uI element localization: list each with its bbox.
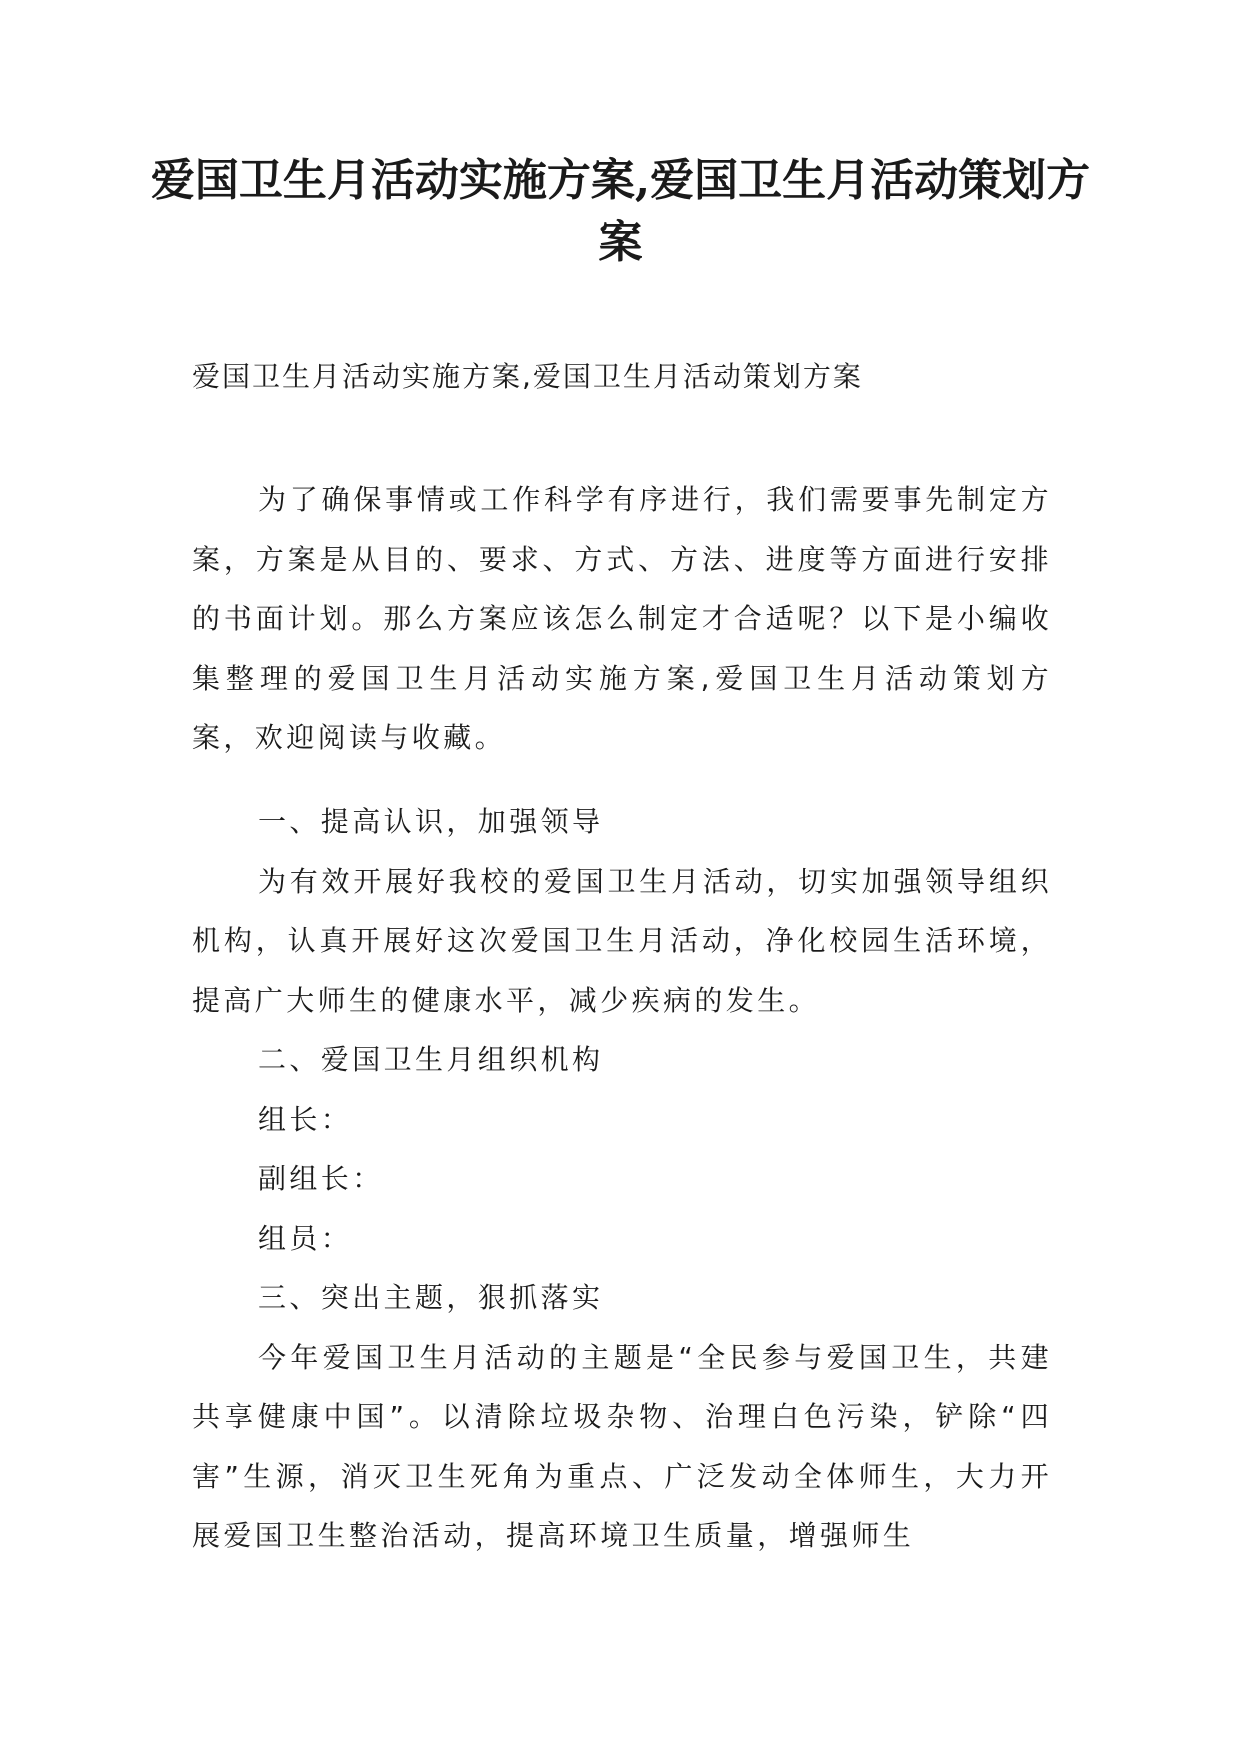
section-heading-2: 二、爱国卫生月组织机构 [258, 1043, 604, 1076]
group-members-line: 组员： [258, 1221, 353, 1255]
section-heading-3: 三、突出主题，狠抓落实 [258, 1281, 604, 1314]
section-heading-1: 一、提高认识，加强领导 [258, 805, 604, 838]
intro-paragraph: 为了确保事情或工作科学有序进行，我们需要事先制定方案，方案是从目的、要求、方式、方法、进度等方面进行安排的书面计划。那么方案应该怎么制定才合适呢？以下是小编收集整理的爱国卫生月活动实施方案,爱国卫生月活动策划方案，欢迎阅读与收藏。 [192, 483, 1052, 754]
intro-block [192, 470, 1052, 768]
deputy-leader-line: 副组长： [258, 1162, 384, 1195]
group-leader-line: 组长： [258, 1102, 353, 1136]
document-title: 爱国卫生月活动实施方案,爱国卫生月活动策划方案 [150, 155, 1091, 268]
sections-block [192, 792, 1052, 1566]
section-paragraph-3: 今年爱国卫生月活动的主题是“全民参与爱国卫生，共建共享健康中国”。以清除垃圾杂物、治理白色污染，铲除“四害”生源，消灭卫生死角为重点、广泛发动全体师生，大力开展爱国卫生整治活动，提高环境卫生质量，增强师生 [192, 1340, 1052, 1552]
document-subtitle: 爱国卫生月活动实施方案,爱国卫生月活动策划方案 [192, 360, 863, 393]
section-paragraph-1: 为有效开展好我校的爱国卫生月活动，切实加强领导组织机构，认真开展好这次爱国卫生月活动，净化校园生活环境，提高广大师生的健康水平，减少疾病的发生。 [192, 864, 1052, 1017]
